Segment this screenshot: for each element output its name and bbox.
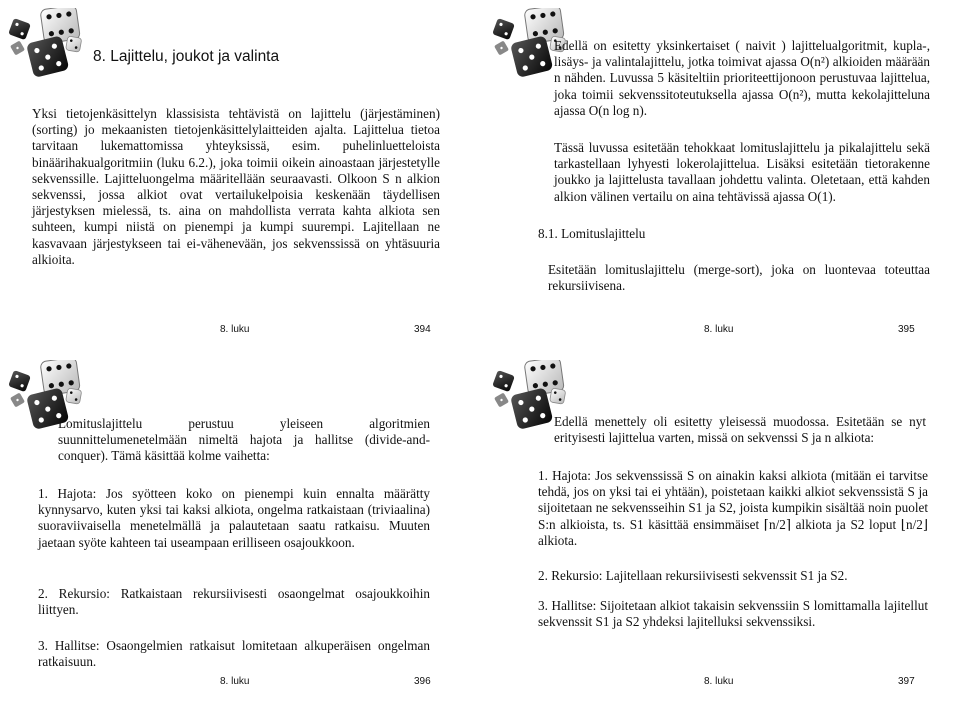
slide-394 (8, 8, 470, 338)
section-heading: 8.1. Lomituslajittelu (538, 226, 646, 241)
slide-paragraph: Edellä on esitetty yksinkertaiset ( naivit ) lajittelualgoritmit, kupla-, lisäys- ja valintalajittelu, jotka toimivat ajassa O(n²) alkioiden määrään n nähden. Luvussa 5 käsiteltiin prioriteettijonoon perustuvaa lajittelua, joka toimii sekvenssitoteutuksella ajassa O(n²), mutta kekolajitteluna ajassa O(n log n). (554, 38, 930, 118)
slide-396 (8, 360, 470, 690)
list-item: 1. Hajota: Jos syötteen koko on pienempi kuin ennalta määrätty kynnysarvo, kuten yksi tai kaksi alkiota, ongelma ratkaistaan (triviaalina) suoraviivaisella menetelmällä ja palautetaan saatu ratkaisu. Muuten jaetaan syöte kahteen tai useampaan erilliseen osajoukkoon. (38, 486, 430, 550)
chapter-label: 8. luku (704, 676, 734, 687)
chapter-label: 8. luku (704, 324, 734, 335)
slide-paragraph: Lomituslajittelu perustuu yleiseen algoritmien suunnittelumenetelmään nimeltä hajota ja hallitse (divide-and-conquer). Tämä käsittää kolme vaihetta: (58, 416, 430, 464)
slide-body: Yksi tietojenkäsittelyn klassisista tehtävistä on lajittelu (järjestäminen) (sorting) jo mekaanisten tietojenkäsittelylaitteiden ajalta. Lajittelua tietoa tarvitaan lukemattomissa yhteyksissä, esim. puhelinluetteloista binäärihakualgoritmiin (luku 6.2.), joka toimii oikein ainoastaan järjestetylle sekvenssille. Lajitteluongelma määritellään seuraavasti. Olkoon S n alkion sekvenssi, jossa alkiot ovat vertailukelpoisia keskenään täydellisen järjestyksen mielessä, ts. aina on mahdollista verrata kahta alkiota sen suhteen, kumpi niistä on pienempi ja kumpi suurempi. Lajitellaan ne kasvavaan järjestykseen tai ei-vähenevään, jos sekvenssissä on yhtäsuuria alkioita. (32, 106, 440, 267)
list-item: 1. Hajota: Jos sekvenssissä S on ainakin kaksi alkiota (mitään ei tarvitse tehdä, jos on yksi tai ei yhtään), poistetaan kaikki alkiot sekvenssistä S ja sijoitetaan ne sekvensseihin S1 ja S2, joista kumpikin sisältää noin puolet S:n alkioista, ts. S1 käsittää ensimmäiset ⌈n/2⌉ alkiota ja S2 loput ⌊n/2⌋ alkiota. (538, 468, 928, 548)
list-item: 3. Hallitse: Sijoitetaan alkiot takaisin sekvenssiin S lomittamalla lajitellut sekvenssit S1 ja S2 yhdeksi lajitelluksi sekvenssiksi. (538, 598, 928, 630)
slide-paragraph: Esitetään lomituslajittelu (merge-sort), joka on luontevaa toteuttaa rekursiivisena. (548, 262, 930, 294)
slide-paragraph: Edellä menettely oli esitetty yleisessä muodossa. Esitetään se nyt erityisesti lajittelua varten, missä on sekvenssi S ja n alkiota: (554, 414, 926, 446)
slide-paragraph: Tässä luvussa esitetään tehokkaat lomituslajittelu ja pikalajittelu sekä tarkastellaan lyhyesti lokerolajittelua. Lisäksi esitetään tietorakenne joukko ja lajittelusta tavallaan johdettu valinta. Oletetaan, että kahden alkion välinen vertailu on aina tehtävissä ajassa O(1). (554, 140, 930, 204)
chapter-label: 8. luku (220, 324, 250, 335)
list-item: 2. Rekursio: Ratkaistaan rekursiivisesti osaongelmat osajoukkoihin liittyen. (38, 586, 430, 618)
chapter-label: 8. luku (220, 676, 250, 687)
list-item: 3. Hallitse: Osaongelmien ratkaisut lomitetaan alkuperäisen ongelman ratkaisuun. (38, 638, 430, 670)
list-item: 2. Rekursio: Lajitellaan rekursiivisesti sekvenssit S1 ja S2. (538, 568, 848, 583)
slide-397 (492, 360, 954, 690)
page-number: 395 (898, 324, 915, 335)
page-number: 397 (898, 676, 915, 687)
page-number: 394 (414, 324, 431, 335)
slide-title: 8. Lajittelu, joukot ja valinta (93, 48, 280, 65)
page-number: 396 (414, 676, 431, 687)
slide-395 (492, 8, 954, 338)
